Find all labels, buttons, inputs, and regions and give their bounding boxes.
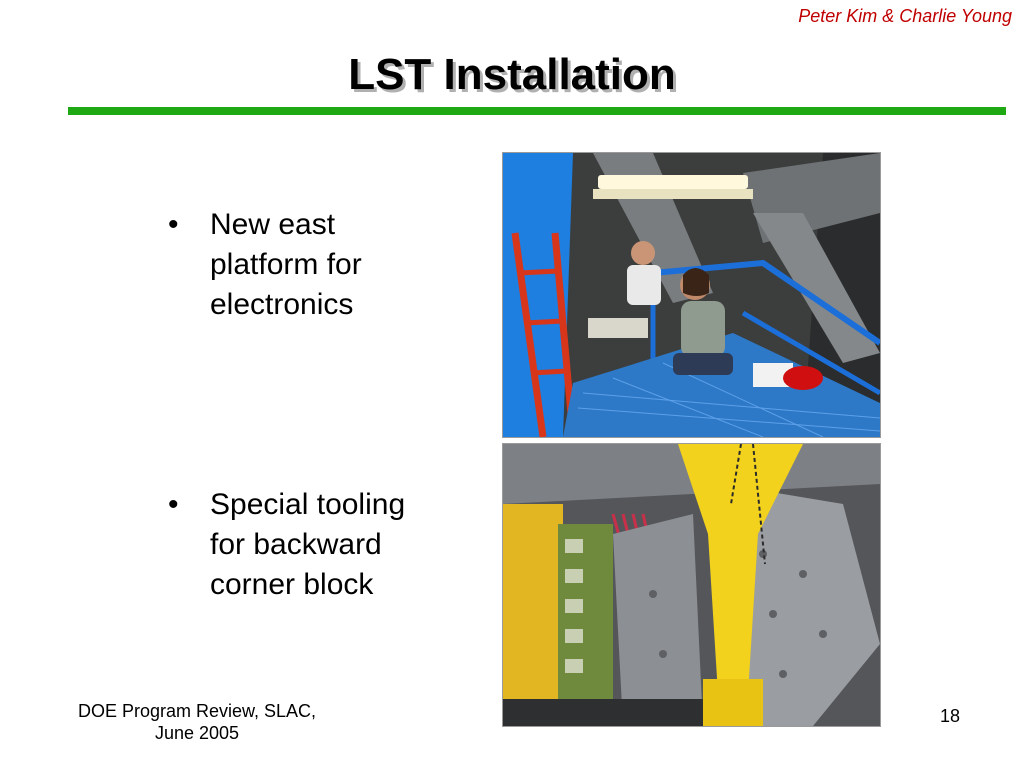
slide-title: LST Installation bbox=[348, 50, 676, 99]
bullet-item-platform bbox=[160, 205, 460, 325]
bullet-marker: • bbox=[168, 488, 179, 521]
bullet-item-tooling bbox=[160, 485, 460, 605]
page-number: 18 bbox=[939, 706, 961, 726]
platform-photo bbox=[502, 152, 881, 438]
tooling-photo bbox=[502, 443, 881, 727]
bullet-text: Special tooling for backward corner block bbox=[210, 488, 406, 601]
slide-authors: Peter Kim & Charlie Young bbox=[798, 6, 1012, 26]
footer-event bbox=[52, 700, 342, 744]
bullet-text: New east platform for electronics bbox=[210, 208, 362, 321]
title-divider bbox=[68, 107, 1006, 115]
footer-event-line2: June 2005 bbox=[154, 723, 240, 743]
bullet-marker: • bbox=[168, 208, 179, 241]
footer-event-line1: DOE Program Review, SLAC, bbox=[77, 701, 317, 721]
